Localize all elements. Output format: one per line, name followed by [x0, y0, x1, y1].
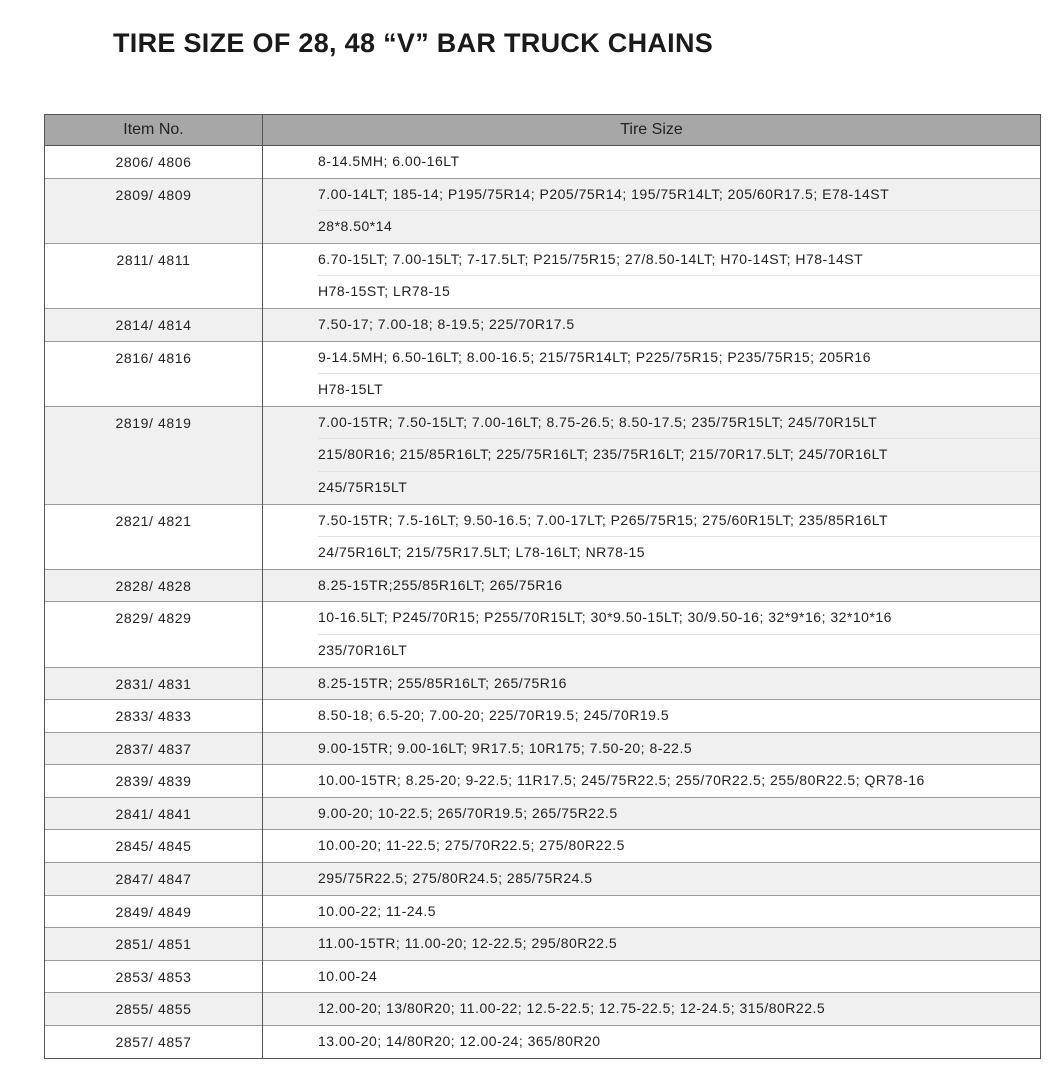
item-number-cell: 2828/ 4828	[45, 569, 263, 602]
item-number-cell: 2847/ 4847	[45, 863, 263, 896]
tire-size-cell	[263, 341, 1041, 406]
tire-size-line: 245/75R15LT	[318, 471, 1040, 504]
tire-size-cell	[263, 308, 1041, 341]
item-number-cell: 2839/ 4839	[45, 765, 263, 798]
item-number-cell: 2851/ 4851	[45, 928, 263, 961]
tire-size-line: 10-16.5LT; P245/70R15; P255/70R15LT; 30*9.50-15LT; 30/9.50-16; 32*9*16; 32*10*16	[318, 609, 892, 626]
item-number-cell: 2841/ 4841	[45, 797, 263, 830]
table-row	[45, 765, 1041, 798]
item-number-cell: 2811/ 4811	[45, 243, 263, 308]
table-row	[45, 928, 1041, 961]
tire-size-line: 295/75R22.5; 275/80R24.5; 285/75R24.5	[318, 870, 593, 887]
tire-size-cell	[263, 863, 1041, 896]
item-number-cell: 2855/ 4855	[45, 993, 263, 1026]
tire-size-line: H78-15LT	[318, 373, 1040, 406]
table-row	[45, 1026, 1041, 1059]
tire-size-cell	[263, 146, 1041, 179]
item-number-cell: 2833/ 4833	[45, 700, 263, 733]
table-row	[45, 341, 1041, 406]
item-number-cell: 2821/ 4821	[45, 504, 263, 569]
tire-size-line: 11.00-15TR; 11.00-20; 12-22.5; 295/80R22.5	[318, 935, 618, 952]
item-number-cell: 2809/ 4809	[45, 178, 263, 243]
tire-size-line: 13.00-20; 14/80R20; 12.00-24; 365/80R20	[318, 1033, 601, 1050]
tire-size-cell	[263, 406, 1041, 504]
item-number-cell: 2829/ 4829	[45, 602, 263, 667]
table-body	[45, 146, 1041, 1059]
table-row	[45, 895, 1041, 928]
tire-size-line: 8.25-15TR; 255/85R16LT; 265/75R16	[318, 674, 567, 691]
column-header-tire-size: Tire Size	[263, 115, 1041, 146]
tire-size-line: 10.00-20; 11-22.5; 275/70R22.5; 275/80R22.5	[318, 837, 625, 854]
tire-size-cell	[263, 928, 1041, 961]
column-header-item-no: Item No.	[45, 115, 263, 146]
item-number-cell: 2853/ 4853	[45, 960, 263, 993]
item-number-cell: 2816/ 4816	[45, 341, 263, 406]
tire-size-line: 6.70-15LT; 7.00-15LT; 7-17.5LT; P215/75R15; 27/8.50-14LT; H70-14ST; H78-14ST	[318, 250, 864, 267]
item-number-cell: 2849/ 4849	[45, 895, 263, 928]
item-number-cell: 2831/ 4831	[45, 667, 263, 700]
table-row	[45, 406, 1041, 504]
tire-size-cell	[263, 960, 1041, 993]
table-header-row	[45, 115, 1041, 146]
tire-size-line: 8.50-18; 6.5-20; 7.00-20; 225/70R19.5; 245/70R19.5	[318, 707, 670, 724]
tire-size-cell	[263, 504, 1041, 569]
tire-size-line: 10.00-15TR; 8.25-20; 9-22.5; 11R17.5; 245/75R22.5; 255/70R22.5; 255/80R22.5; QR78-16	[318, 772, 925, 789]
table-row	[45, 667, 1041, 700]
item-number-cell: 2837/ 4837	[45, 732, 263, 765]
tire-size-line: H78-15ST; LR78-15	[318, 275, 1040, 308]
tire-size-cell	[263, 895, 1041, 928]
tire-size-cell	[263, 569, 1041, 602]
tire-size-line: 28*8.50*14	[318, 210, 1040, 243]
table-row	[45, 602, 1041, 667]
table-row	[45, 700, 1041, 733]
table-row	[45, 504, 1041, 569]
tire-size-cell	[263, 993, 1041, 1026]
tire-size-line: 24/75R16LT; 215/75R17.5LT; L78-16LT; NR78-15	[318, 536, 1040, 569]
tire-size-cell	[263, 830, 1041, 863]
tire-size-line: 9.00-15TR; 9.00-16LT; 9R17.5; 10R175; 7.50-20; 8-22.5	[318, 739, 693, 756]
tire-size-line: 7.00-15TR; 7.50-15LT; 7.00-16LT; 8.75-26.5; 8.50-17.5; 235/75R15LT; 245/70R15LT	[318, 413, 878, 430]
table-row	[45, 960, 1041, 993]
tire-size-line: 8-14.5MH; 6.00-16LT	[318, 153, 460, 169]
tire-size-line: 12.00-20; 13/80R20; 11.00-22; 12.5-22.5; 12.75-22.5; 12-24.5; 315/80R22.5	[318, 1000, 826, 1017]
tire-size-cell	[263, 602, 1041, 667]
tire-size-cell	[263, 1026, 1041, 1059]
tire-size-line: 9-14.5MH; 6.50-16LT; 8.00-16.5; 215/75R14LT; P225/75R15; P235/75R15; 205R16	[318, 348, 872, 365]
tire-size-cell	[263, 178, 1041, 243]
tire-size-cell	[263, 732, 1041, 765]
tire-size-cell	[263, 765, 1041, 798]
table-row	[45, 797, 1041, 830]
table-row	[45, 243, 1041, 308]
table-row	[45, 993, 1041, 1026]
tire-size-cell	[263, 243, 1041, 308]
item-number-cell: 2819/ 4819	[45, 406, 263, 504]
tire-size-line: 7.50-17; 7.00-18; 8-19.5; 225/70R17.5	[318, 315, 575, 332]
item-number-cell: 2845/ 4845	[45, 830, 263, 863]
table-row	[45, 863, 1041, 896]
tire-size-line: 7.00-14LT; 185-14; P195/75R14; P205/75R14; 195/75R14LT; 205/60R17.5; E78-14ST	[318, 185, 890, 202]
table-row	[45, 569, 1041, 602]
table-row	[45, 732, 1041, 765]
tire-size-line: 7.50-15TR; 7.5-16LT; 9.50-16.5; 7.00-17LT; P265/75R15; 275/60R15LT; 235/85R16LT	[318, 511, 889, 528]
tire-size-cell	[263, 667, 1041, 700]
tire-size-cell	[263, 797, 1041, 830]
item-number-cell: 2814/ 4814	[45, 308, 263, 341]
table-row	[45, 146, 1041, 179]
tire-size-line: 235/70R16LT	[318, 634, 1040, 667]
table-row	[45, 178, 1041, 243]
tire-size-table	[44, 114, 1041, 1059]
tire-size-line: 9.00-20; 10-22.5; 265/70R19.5; 265/75R22.5	[318, 804, 618, 821]
tire-size-line: 215/80R16; 215/85R16LT; 225/75R16LT; 235/75R16LT; 215/70R17.5LT; 245/70R16LT	[318, 438, 1040, 471]
item-number-cell: 2857/ 4857	[45, 1026, 263, 1059]
table-row	[45, 830, 1041, 863]
tire-size-line: 10.00-22; 11-24.5	[318, 902, 436, 919]
tire-size-line: 10.00-24	[318, 967, 378, 984]
page-title: TIRE SIZE OF 28, 48 “V” BAR TRUCK CHAINS	[113, 28, 714, 58]
table-row	[45, 308, 1041, 341]
tire-size-cell	[263, 700, 1041, 733]
item-number-cell: 2806/ 4806	[45, 146, 263, 179]
tire-size-line: 8.25-15TR;255/85R16LT; 265/75R16	[318, 576, 563, 593]
